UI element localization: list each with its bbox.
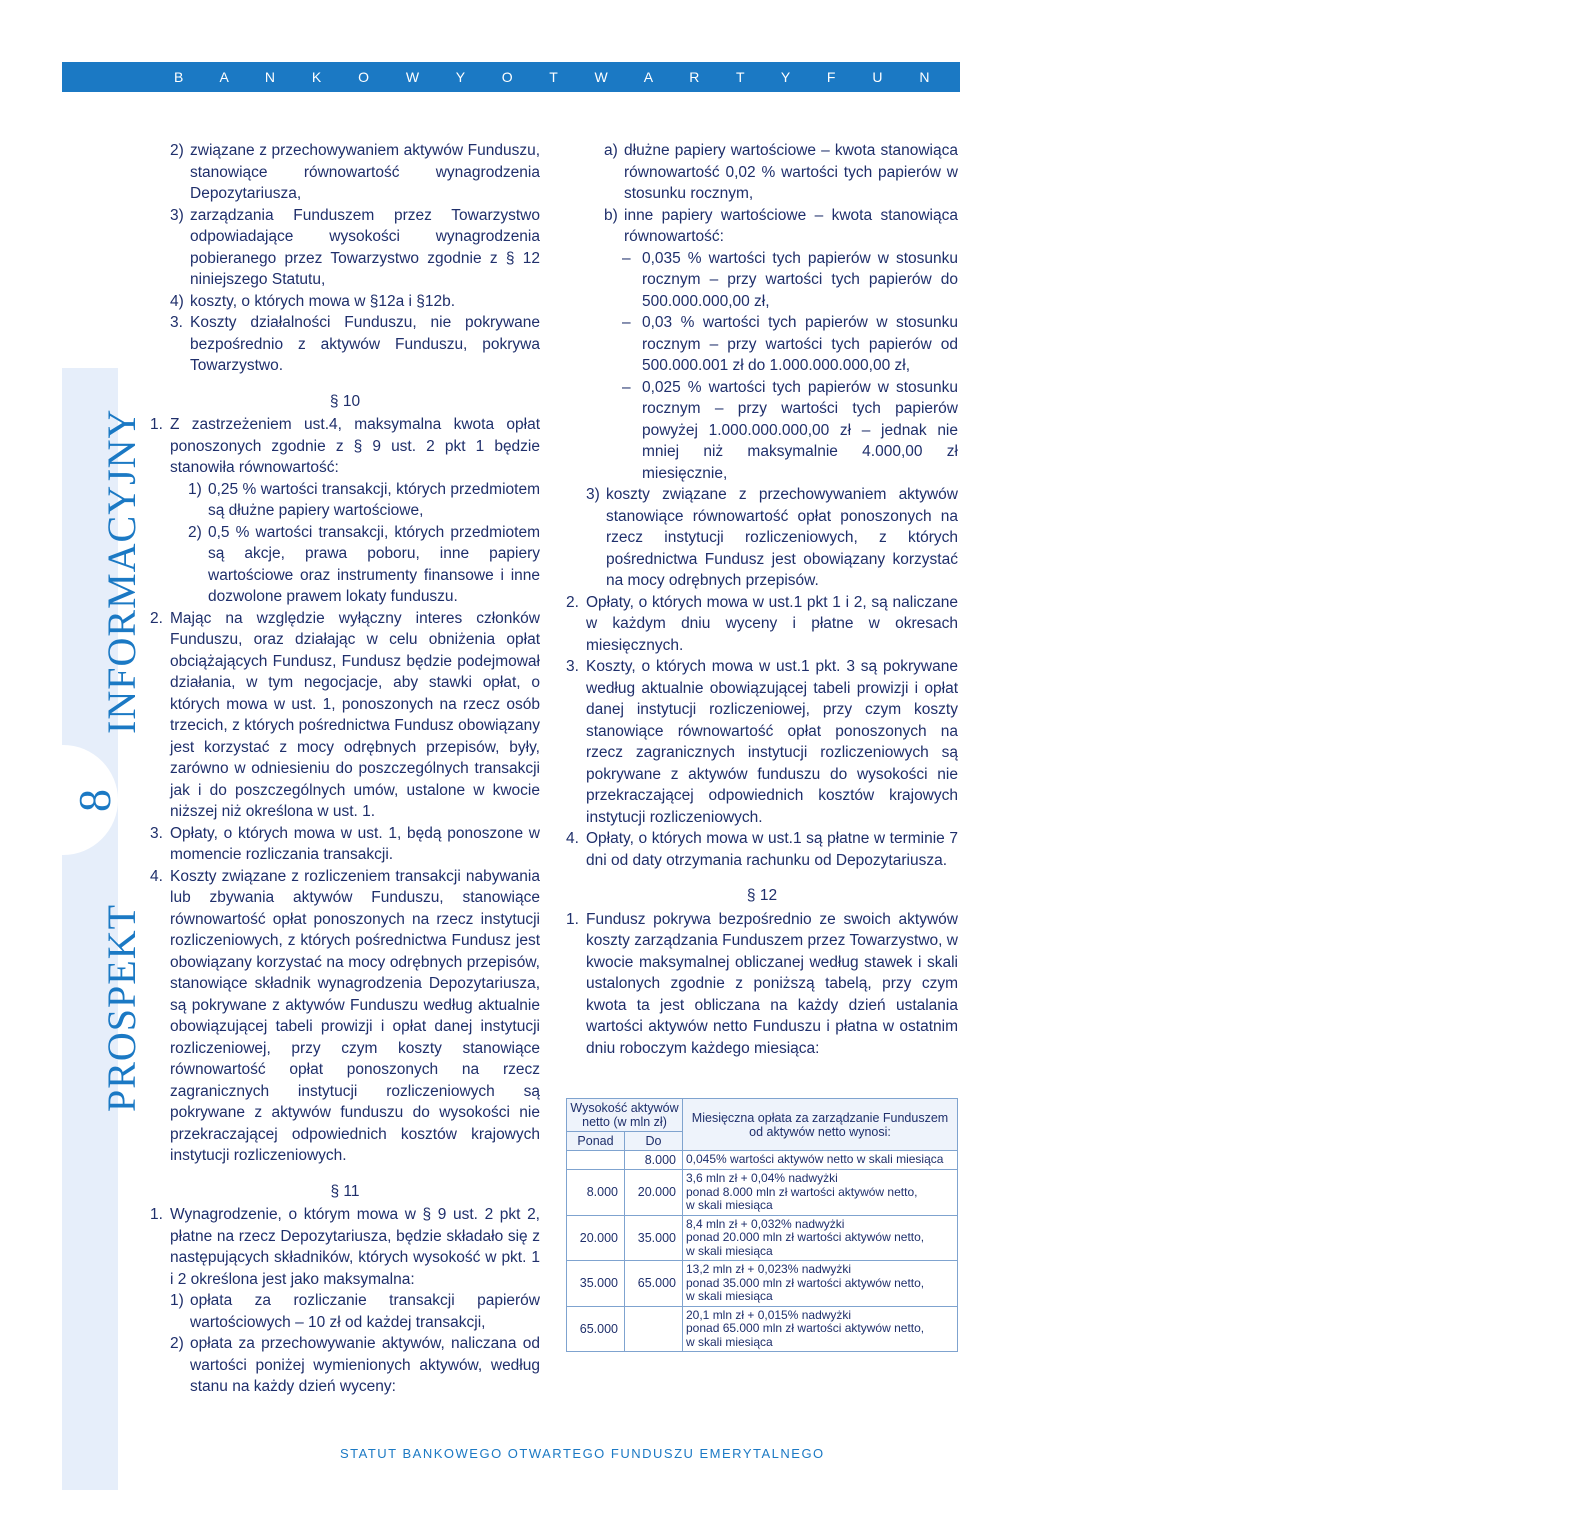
page-number: 8 [69, 789, 120, 812]
list-item: 3. Opłaty, o których mowa w ust. 1, będą ponoszone w momencie rozliczania transakcji. [150, 824, 540, 863]
list-item: – 0,035 % wartości tych papierów w stosunku rocznym – przy wartości tych papierów do 500.000.000,00 zł, [622, 249, 958, 310]
list-item: 2) opłata za przechowywanie aktywów, naliczana od wartości poniżej wymienionych aktywów, według stanu na każdy dzień wyceny: [170, 1335, 540, 1395]
list-item: – 0,025 % wartości tych papierów w stosunku rocznym – przy wartości tych papierów powyżej 1.000.000.000,00 zł – jednak nie mniej niż maksymalnie 4.000,00 zł miesięcznie, [622, 378, 958, 482]
list-item: 1. Z zastrzeżeniem ust.4, maksymalna kwota opłat ponoszonych zgodnie z § 9 ust. 2 pkt 1 będzie stanowiła równowartość: [150, 416, 540, 476]
list-item: 3. Koszty, o których mowa w ust.1 pkt. 3 są pokrywane według aktualnie obowiązującej tabeli prowizji i opłat danej instytucji rozliczeniowej, przy czym koszty stanowiące równowartość opłat ponoszonych na rzecz zagranicznych instytucji rozliczeniowych są pokrywane z aktywów funduszu do wysokości nie przekraczającej odpowiednich kosztów krajowych instytucji rozliczeniowych. [566, 658, 958, 826]
table-row: 35.000 65.000 13,2 mln zł + 0,023% nadwyżki ponad 35.000 mln zł wartości aktywów netto, w skali miesiąca [567, 1261, 958, 1307]
side-title-word-1: PROSPEKT [99, 903, 144, 1112]
list-item: b) inne papiery wartościowe – kwota stanowiąca równowartość: [604, 206, 958, 245]
table-header-row [567, 1099, 958, 1132]
table-row: 65.000 20,1 mln zł + 0,015% nadwyżki ponad 65.000 mln zł wartości aktywów netto, w skali miesiąca [567, 1306, 958, 1352]
table-header-to: Do [625, 1132, 683, 1151]
table-row: 8.000 20.000 3,6 mln zł + 0,04% nadwyżki ponad 8.000 mln zł wartości aktywów netto, w skali miesiąca [567, 1170, 958, 1216]
section-heading: § 10 [329, 392, 361, 410]
list-item: 1. Fundusz pokrywa bezpośrednio ze swoich aktywów koszty zarządzania Funduszem przez Towarzystwo, w kwocie maksymalnej obliczanej według stawek i skali ustalonych zgodnie z poniższą tabelą, przy czym kwota ta jest obliczana na każdy dzień ustalania wartości aktywów netto Funduszu i płatna w ostatnim dniu roboczym każdego miesiąca: [566, 910, 958, 1057]
table-header-fee: Miesięczna opłata za zarządzanie Funduszem od aktywów netto wynosi: [683, 1099, 958, 1151]
table-row: 8.000 0,045% wartości aktywów netto w skali miesiąca [567, 1151, 958, 1170]
side-title [99, 408, 144, 1112]
right-column [566, 140, 958, 1059]
fee-table [566, 1098, 958, 1352]
footer-title: STATUT BANKOWEGO OTWARTEGO FUNDUSZU EMERYTALNEGO [340, 1446, 825, 1461]
left-column [150, 140, 540, 1398]
section-heading: § 11 [330, 1182, 360, 1200]
table-header-assets: Wysokość aktywów netto (w mln zł) [567, 1099, 683, 1132]
section-heading: § 12 [746, 887, 778, 904]
list-item: 3. Koszty działalności Funduszu, nie pokrywane bezpośrednio z aktywów Funduszu, pokrywa Towarzystwo. [170, 314, 540, 374]
list-item: 1) 0,25 % wartości transakcji, których przedmiotem są dłużne papiery wartościowe, [188, 480, 540, 519]
list-item: 2) związane z przechowywaniem aktywów Funduszu, stanowiące równowartość wynagrodzenia Depozytariusza, [170, 142, 540, 202]
table-header-from: Ponad [567, 1132, 625, 1151]
list-item: 2) 0,5 % wartości transakcji, których przedmiotem są akcje, prawa poboru, inne papiery wartościowe oraz instrumenty finansowe i inne dozwolone prawem lokaty funduszu. [188, 523, 540, 605]
list-item: 3) zarządzania Funduszem przez Towarzystwo odpowiadające wysokości wynagrodzenia pobieranego przez Towarzystwo zgodnie z § 12 niniejszego Statutu, [170, 206, 540, 288]
list-item: 4) koszty, o których mowa w §12a i §12b. [170, 292, 456, 310]
header-banner: B A N K O W Y O T W A R T Y F U N D U S Z E M E R Y T A L N Y [62, 62, 960, 92]
list-item: 3) koszty związane z przechowywaniem aktywów stanowiące równowartość opłat ponoszonych na rzecz instytucji rozliczeniowych, z których pośrednictwa Fundusz jest obowiązany korzystać na mocy odrębnych przepisów. [586, 486, 958, 589]
list-item: a) dłużne papiery wartościowe – kwota stanowiąca równowartość 0,02 % wartości tych papierów w stosunku rocznym, [604, 142, 958, 202]
list-item: 1) opłata za rozliczanie transakcji papierów wartościowych – 10 zł od każdej transakcji, [170, 1292, 540, 1331]
list-item: 1. Wynagrodzenie, o którym mowa w § 9 ust. 2 pkt 2, płatne na rzecz Depozytariusza, będzie składało się z następujących składników, których wysokość w pkt. 1 i 2 określona jest jako maksymalna: [150, 1206, 540, 1288]
side-title-word-2: INFORMACYJNY [99, 408, 144, 734]
list-item: 2. Opłaty, o których mowa w ust.1 pkt 1 i 2, są naliczane w każdym dniu wyceny i płatne w okresach miesięcznych. [566, 593, 958, 654]
list-item: – 0,03 % wartości tych papierów w stosunku rocznym – przy wartości tych papierów od 500.000.001 zł do 1.000.000.000,00 zł, [622, 314, 958, 374]
list-item: 4. Opłaty, o których mowa w ust.1 są płatne w terminie 7 dni od daty otrzymania rachunku od Depozytariusza. [566, 830, 958, 869]
list-item: 2. Mając na względzie wyłączny interes członków Funduszu, oraz działając w celu obniżenia opłat obciążających Fundusz, Fundusz będzie podejmował działania, w tym negocjacje, aby stawki opłat, o których mowa w ust. 1, ponoszonych na rzecz osób trzecich, z których pośrednictwa Fundusz obowiązany jest korzystać z mocy odrębnych przepisów, były, zarówno w odniesieniu do poszczególnych transakcji jak i do poszczególnych umów, ustalone w kwocie niższej niż określona w ust. 1. [150, 609, 540, 820]
table-row: 20.000 35.000 8,4 mln zł + 0,032% nadwyżki ponad 20.000 mln zł wartości aktywów netto, w skali miesiąca [567, 1215, 958, 1261]
list-item: 4. Koszty związane z rozliczeniem transakcji nabywania lub zbywania aktywów Funduszu, stanowiące równowartość opłat ponoszonych na rzecz instytucji rozliczeniowych, z których pośrednictwa Fundusz jest obowiązany korzystać na mocy odrębnych przepisów, stanowiące składnik wynagrodzenia Depozytariusza, są pokrywane z aktywów Funduszu według aktualnie obowiązującej tabeli prowizji i opłat danej instytucji rozliczeniowej, przy czym koszty stanowiące równowartość opłat ponoszonych na rzecz zagranicznych instytucji rozliczeniowych są pokrywane z aktywów funduszu do wysokości nie przekraczającej odpowiednich kosztów krajowych instytucji rozliczeniowych. [150, 867, 540, 1164]
